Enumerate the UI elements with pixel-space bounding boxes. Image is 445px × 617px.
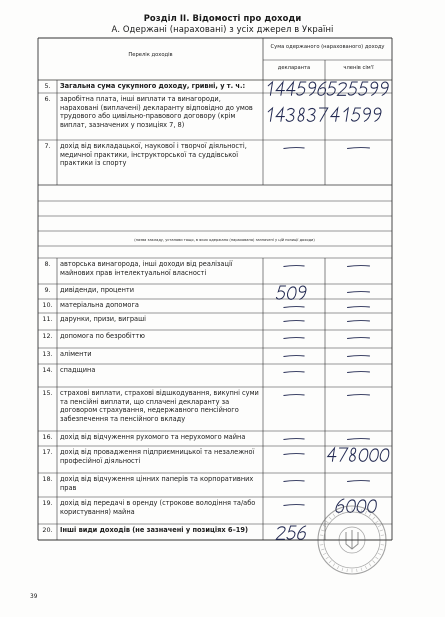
stamp-lettering-stroke bbox=[321, 549, 324, 550]
row-description: аліменти bbox=[60, 350, 92, 358]
stamp-lettering-stroke bbox=[375, 557, 378, 559]
stamp-lettering-stroke bbox=[323, 525, 326, 527]
row-number: 13. bbox=[42, 350, 53, 358]
trident-emblem bbox=[346, 530, 358, 549]
stamp-lettering-stroke bbox=[378, 553, 381, 555]
row-number: 19. bbox=[42, 499, 53, 507]
stamp-lettering-stroke bbox=[380, 530, 383, 531]
row-description: матеріальна допомога bbox=[60, 301, 139, 309]
row-description: авторська винагорода, інші доходи від реалізації майнових прав інтелектуальної власності bbox=[60, 260, 233, 277]
stamp-lettering-stroke bbox=[357, 569, 358, 572]
row-number: 10. bbox=[42, 301, 53, 309]
stamp-lettering-stroke bbox=[369, 563, 371, 566]
row-number: 20. bbox=[42, 526, 53, 534]
stamp-lettering-stroke bbox=[365, 566, 367, 569]
row-description: страхові виплати, страхові відшкодування, викупні суми та пенсійні виплати, що сплачені декларанту за договором страхування, недержавного пенсійного забезпечення та пенсійного вкладу bbox=[60, 389, 259, 423]
stamp-lettering-stroke bbox=[329, 561, 331, 563]
stamp-lettering-stroke bbox=[321, 530, 324, 531]
page-number: 39 bbox=[30, 594, 38, 600]
row-description: дарунки, призи, виграші bbox=[60, 315, 146, 323]
row-number: 12. bbox=[42, 332, 53, 340]
row-description: дохід від передачі в оренду (строкове володіння та/або користування) майна bbox=[60, 499, 256, 516]
stamp-lettering-stroke bbox=[333, 514, 335, 517]
stamp-lettering-stroke bbox=[375, 521, 378, 523]
stamp-lettering-stroke bbox=[347, 569, 348, 572]
stamp-lettering-stroke bbox=[326, 521, 329, 523]
row-number: 7. bbox=[44, 142, 51, 150]
stamp-lettering-stroke bbox=[361, 568, 362, 571]
stamp-lettering-stroke bbox=[380, 549, 383, 550]
stamp-lettering-stroke bbox=[320, 535, 323, 536]
stamp-lettering-stroke bbox=[333, 563, 335, 566]
row-number: 18. bbox=[42, 475, 53, 483]
header-amount-group: Сума одержаного (нарахованого) доходу bbox=[270, 44, 385, 50]
stamp-lettering-stroke bbox=[342, 568, 343, 571]
stamp-lettering-stroke bbox=[320, 545, 323, 546]
stamp-lettering-stroke bbox=[326, 557, 329, 559]
stamp-lettering-stroke bbox=[373, 517, 375, 519]
stamp-lettering-stroke bbox=[381, 535, 384, 536]
row-description: дохід від відчуження рухомого та нерухомого майна bbox=[60, 433, 246, 441]
row-description: допомога по безробіттю bbox=[60, 332, 145, 340]
row-description: спадщина bbox=[60, 366, 96, 374]
row-number: 5. bbox=[44, 82, 51, 90]
row-description: дивіденди, проценти bbox=[60, 286, 135, 294]
stamp-lettering-stroke bbox=[369, 514, 371, 517]
header-declarant: декларанта bbox=[277, 65, 311, 71]
stamp-lettering-stroke bbox=[323, 553, 326, 555]
stamp-lettering-stroke bbox=[378, 525, 381, 527]
stamp-lettering-stroke bbox=[373, 561, 375, 563]
section-title: Розділ ІІ. Відомості про доходи bbox=[143, 13, 302, 23]
row-number: 17. bbox=[42, 448, 53, 456]
row-number: 16. bbox=[42, 433, 53, 441]
row-number: 8. bbox=[44, 260, 51, 268]
stamp-lettering-stroke bbox=[342, 509, 343, 512]
row-number: 14. bbox=[42, 366, 53, 374]
section-subtitle: А. Одержані (нараховані) з усіх джерел в Україні bbox=[111, 24, 334, 34]
stamp-lettering-stroke bbox=[357, 508, 358, 511]
row-number: 6. bbox=[44, 95, 51, 103]
header-family: членів сім'ї bbox=[343, 65, 374, 71]
header-income-list: Перелік доходів bbox=[128, 52, 173, 58]
row-description: дохід від відчуження цінних паперів та корпоративних прав bbox=[60, 475, 254, 492]
stamp-lettering-stroke bbox=[329, 517, 331, 519]
row-number: 9. bbox=[44, 286, 51, 294]
row-number: 15. bbox=[42, 389, 53, 397]
stamp-lettering-stroke bbox=[365, 511, 367, 514]
stamp-lettering-stroke bbox=[337, 566, 339, 569]
stamp-lettering-stroke bbox=[361, 509, 362, 512]
row-description: заробітна плата, інші виплати та винагороди, нараховані (виплачені) декларанту відповідно до умов трудового або цивільно-правового договору (крім виплат, зазначених у позиціях 7, 8) bbox=[60, 95, 253, 129]
row-description: Загальна сума сукупного доходу, гривні, у т. ч.: bbox=[60, 82, 246, 90]
row-description: дохід від провадження підприємницької та незалежної професійної діяльності bbox=[60, 448, 255, 465]
row-description: Інші види доходів (не зазначені у позиціях 6–19) bbox=[60, 526, 248, 534]
row-description: дохід від викладацької, наукової і творчої діяльності, медичної практики, інструкторської та суддівської практики із спорту bbox=[60, 142, 247, 168]
stamp-lettering-stroke bbox=[347, 508, 348, 511]
institution-caption: (назва закладу, установи тощо, в яких одержано (нараховано) зазначені у цій позиції доходи) bbox=[134, 238, 315, 242]
row-number: 11. bbox=[42, 315, 53, 323]
stamp-lettering-stroke bbox=[381, 545, 384, 546]
stamp-lettering-stroke bbox=[337, 511, 339, 514]
